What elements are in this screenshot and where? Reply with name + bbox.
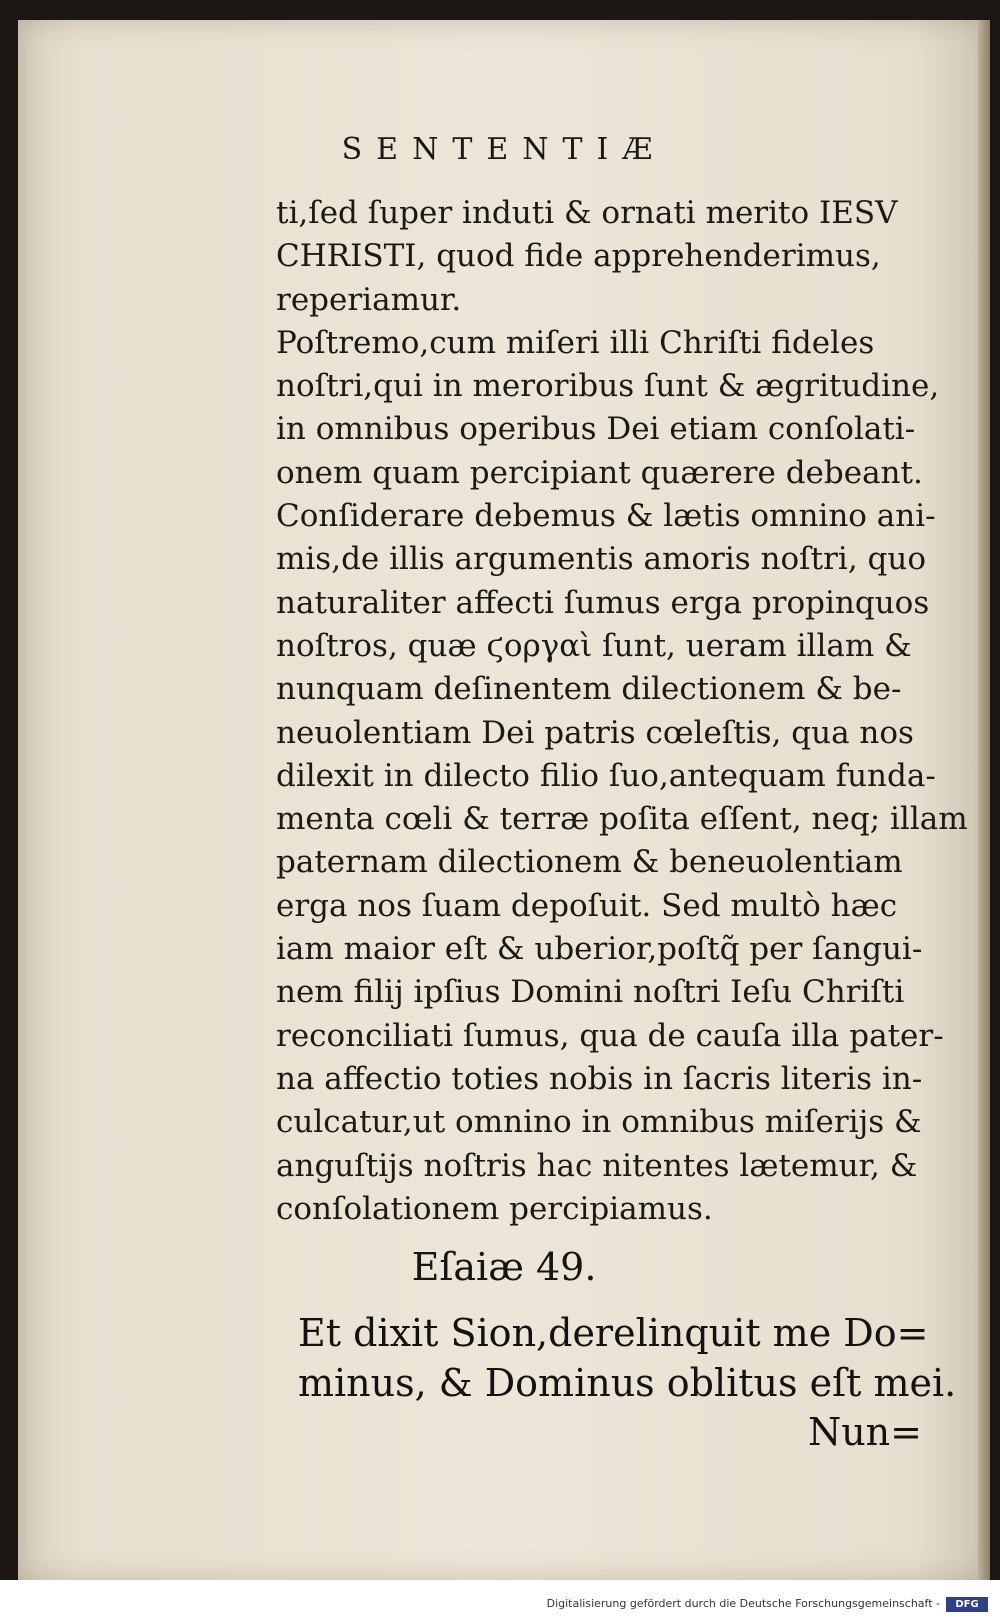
text-line: CHRISTI, quod fide apprehenderimus, (276, 238, 881, 275)
text-line: noſtros, quæ ϛοργαὶ ſunt, ueram illam & (276, 627, 912, 664)
book-page (18, 20, 990, 1580)
verse-line: minus, & Dominus oblitus eſt mei. (298, 1361, 957, 1405)
text-line: mis,de illis argumentis amoris noſtri, quo (276, 541, 927, 578)
text-line: conſolationem percipiamus. (276, 1190, 713, 1227)
text-line: na affectio toties nobis in ſacris literis in- (276, 1060, 923, 1097)
text-line: in omnibus operibus Dei etiam conſolati- (276, 411, 916, 448)
text-line: onem quam percipiant quærere debeant. (276, 454, 923, 491)
funding-credit: Digitalisierung gefördert durch die Deutsche Forschungsgemeinschaft - (546, 1597, 940, 1610)
text-line: reconciliati ſumus, qua de cauſa illa pater- (276, 1017, 944, 1054)
text-line: Conſiderare debemus & lætis omnino ani- (276, 498, 936, 535)
scripture-verse (298, 1308, 998, 1408)
text-line: noſtri,qui in meroribus ſunt & ægritudine, (276, 368, 940, 405)
body-text (276, 192, 976, 1231)
text-line: nem filij ipſius Domini noſtri Ieſu Chriſti (276, 974, 905, 1011)
text-line: ti,ſed ſuper induti & ornati merito IESV (276, 195, 898, 231)
dfg-logo: DFG (946, 1597, 988, 1612)
text-line: dilexit in dilecto filio ſuo,antequam funda- (276, 757, 936, 794)
text-line: reperiamur. (276, 281, 462, 318)
digitization-footer (0, 1580, 1000, 1620)
text-line: menta cœli & terræ poſita eſſent, neq; illam (276, 801, 968, 838)
text-line: erga nos ſuam depoſuit. Sed multò hæc (276, 887, 898, 924)
text-line: naturaliter affecti ſumus erga propinquos (276, 584, 930, 621)
text-line: neuolentiam Dei patris cœleſtis, qua nos (276, 714, 914, 751)
text-line: iam maior eſt & uberior,poſtq̃ per ſangui- (276, 931, 923, 968)
text-line: paternam dilectionem & beneuolentiam (276, 844, 903, 881)
text-line: Poſtremo,cum miſeri illi Chriſti fideles (276, 324, 875, 361)
text-line: anguſtijs noſtris hac nitentes lætemur, & (276, 1147, 918, 1184)
scripture-reference: Eſaiæ 49. (411, 1245, 597, 1289)
verse-line: Et dixit Sion,derelinquit me Do= (298, 1311, 929, 1355)
running-header: SENTENTIÆ (341, 132, 667, 167)
text-line: culcatur,ut omnino in omnibus miſerijs & (276, 1104, 922, 1141)
text-line: nunquam deſinentem dilectionem & be- (276, 671, 902, 708)
catchword: Nun= (807, 1410, 922, 1454)
